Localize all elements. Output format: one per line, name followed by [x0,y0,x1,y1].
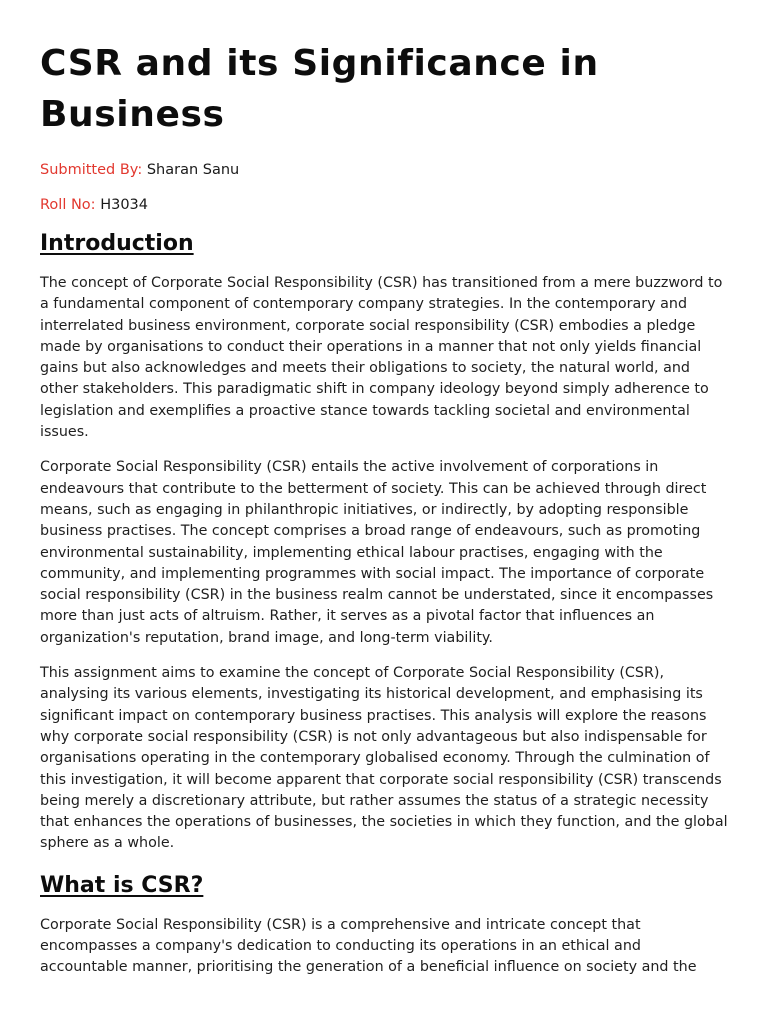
section-heading-what-is-csr: What is CSR? [40,872,204,898]
submitted-by-value: Sharan Sanu [146,162,240,178]
roll-no-line [40,195,732,215]
submitted-by-line [40,160,732,180]
submitted-by-label: Submitted By: [40,162,143,178]
introduction-paragraph: The concept of Corporate Social Responsibility (CSR) has transitioned from a mere buzzword to a fundamental component of contemporary company strategies. In the contemporary and interrelated business environment, corporate social responsibility (CSR) embodies a pledge made by organisations to conduct their operations in a manner that not only yields financial gains but also acknowledges and meets their obligations to society, the natural world, and other stakeholders. This paradigmatic shift in company ideology beyond simply adherence to legislation and exemplifies a proactive stance towards tackling societal and environmental issues. [40,275,723,441]
introduction-paragraph: This assignment aims to examine the concept of Corporate Social Responsibility (CSR), analysing its various elements, investigating its historical development, and emphasising its significant impact on contemporary business practises. This analysis will explore the reasons why corporate social responsibility (CSR) is not only advantageous but also indispensable for organisations operating in the contemporary globalised economy. Through the culmination of this investigation, it will become apparent that corporate social responsibility (CSR) transcends being merely a discretionary attribute, but rather assumes the status of a strategic necessity that enhances the operations of businesses, the societies in which they function, and the global sphere as a whole. [40,665,728,852]
roll-no-value: H3034 [100,197,148,213]
roll-no-label: Roll No: [40,197,96,213]
what-is-csr-paragraph: Corporate Social Responsibility (CSR) is a comprehensive and intricate concept that encompasses a company's dedication to conducting its operations in an ethical and accountable manner, prioritising the generation of a beneficial influence on society and the [40,916,697,976]
section-heading-introduction: Introduction [40,231,194,256]
document-title: CSR and its Significance in Business [40,43,599,135]
introduction-paragraph: Corporate Social Responsibility (CSR) entails the active involvement of corporations in endeavours that contribute to the betterment of society. This can be achieved through direct means, such as engaging in philanthropic initiatives, or indirectly, by adopting responsible business practises. The concept comprises a broad range of endeavours, such as promoting environmental sustainability, implementing ethical labour practises, engaging with the community, and implementing programmes with social impact. The importance of corporate social responsibility (CSR) in the business realm cannot be understated, since it encompasses more than just acts of altruism. Rather, it serves as a pivotal factor that influences an organization's reputation, brand image, and long-term viability. [40,459,714,646]
document-page [40,38,732,979]
